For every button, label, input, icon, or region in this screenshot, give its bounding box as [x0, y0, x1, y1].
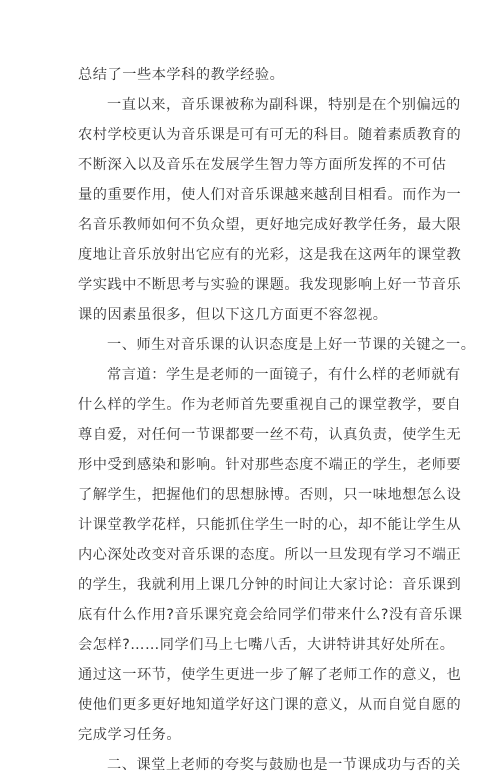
text-line: 度地让音乐放射出它应有的光彩，这是我在这两年的课堂教: [78, 247, 462, 263]
text-line: 农村学校更认为音乐课是可有可无的科目。随着素质教育的: [78, 127, 462, 143]
text-line: 了解学生，把握他们的思想脉博。否则，只一味地想怎么设: [78, 487, 462, 503]
text-line: 的学生，我就利用上课几分钟的时间让大家讨论：音乐课到: [78, 577, 462, 593]
text-line: 课的因素虽很多，但以下这几方面更不容忽视。: [78, 307, 388, 323]
text-line: 形中受到感染和影响。针对那些态度不端正的学生，老师要: [78, 457, 462, 473]
text-line: 总结了一些本学科的教学经验。: [78, 67, 285, 83]
text-line: 完成学习任务。: [78, 727, 182, 743]
paragraph-first-line: 一直以来，音乐课被称为副科课，特别是在个别偏远的: [107, 97, 461, 113]
text-line: 不断深入以及音乐在发展学生智力等方面所发挥的不可估: [78, 157, 447, 173]
text-line: 计课堂教学花样，只能抓住学生一时的心，却不能让学生从: [78, 517, 462, 533]
text-line: 会怎样?……同学们马上七嘴八舌，大讲特讲其好处所在。: [78, 637, 455, 653]
paragraph-first-line: 常言道：学生是老师的一面镜子，有什么样的老师就有: [107, 367, 461, 383]
section-heading: 一、师生对音乐课的认识态度是上好一节课的关键之一。: [107, 337, 476, 353]
text-line: 使他们更多更好地知道学好这门课的意义，从而自觉自愿的: [78, 697, 462, 713]
text-line: 内心深处改变对音乐课的态度。所以一旦发现有学习不端正: [78, 547, 462, 563]
text-line: 底有什么作用?音乐课究竟会给同学们带来什么?没有音乐课: [78, 607, 463, 623]
text-line: 通过这一环节，使学生更进一步了解了老师工作的意义，也: [78, 667, 462, 683]
text-line: 量的重要作用，使人们对音乐课越来越刮目相看。而作为一: [78, 187, 462, 203]
section-heading: 二、课堂上老师的夸奖与鼓励也是一节课成功与否的关: [107, 757, 461, 773]
text-line: 尊自爱，对任何一节课都要一丝不苟，认真负责，使学生无: [78, 427, 462, 443]
text-line: 名音乐教师如何不负众望，更好地完成好教学任务，最大限: [78, 217, 462, 233]
text-line: 什么样的学生。作为老师首先要重视自己的课堂教学，要自: [78, 397, 462, 413]
text-line: 学实践中不断思考与实验的课题。我发现影响上好一节音乐: [78, 277, 462, 293]
